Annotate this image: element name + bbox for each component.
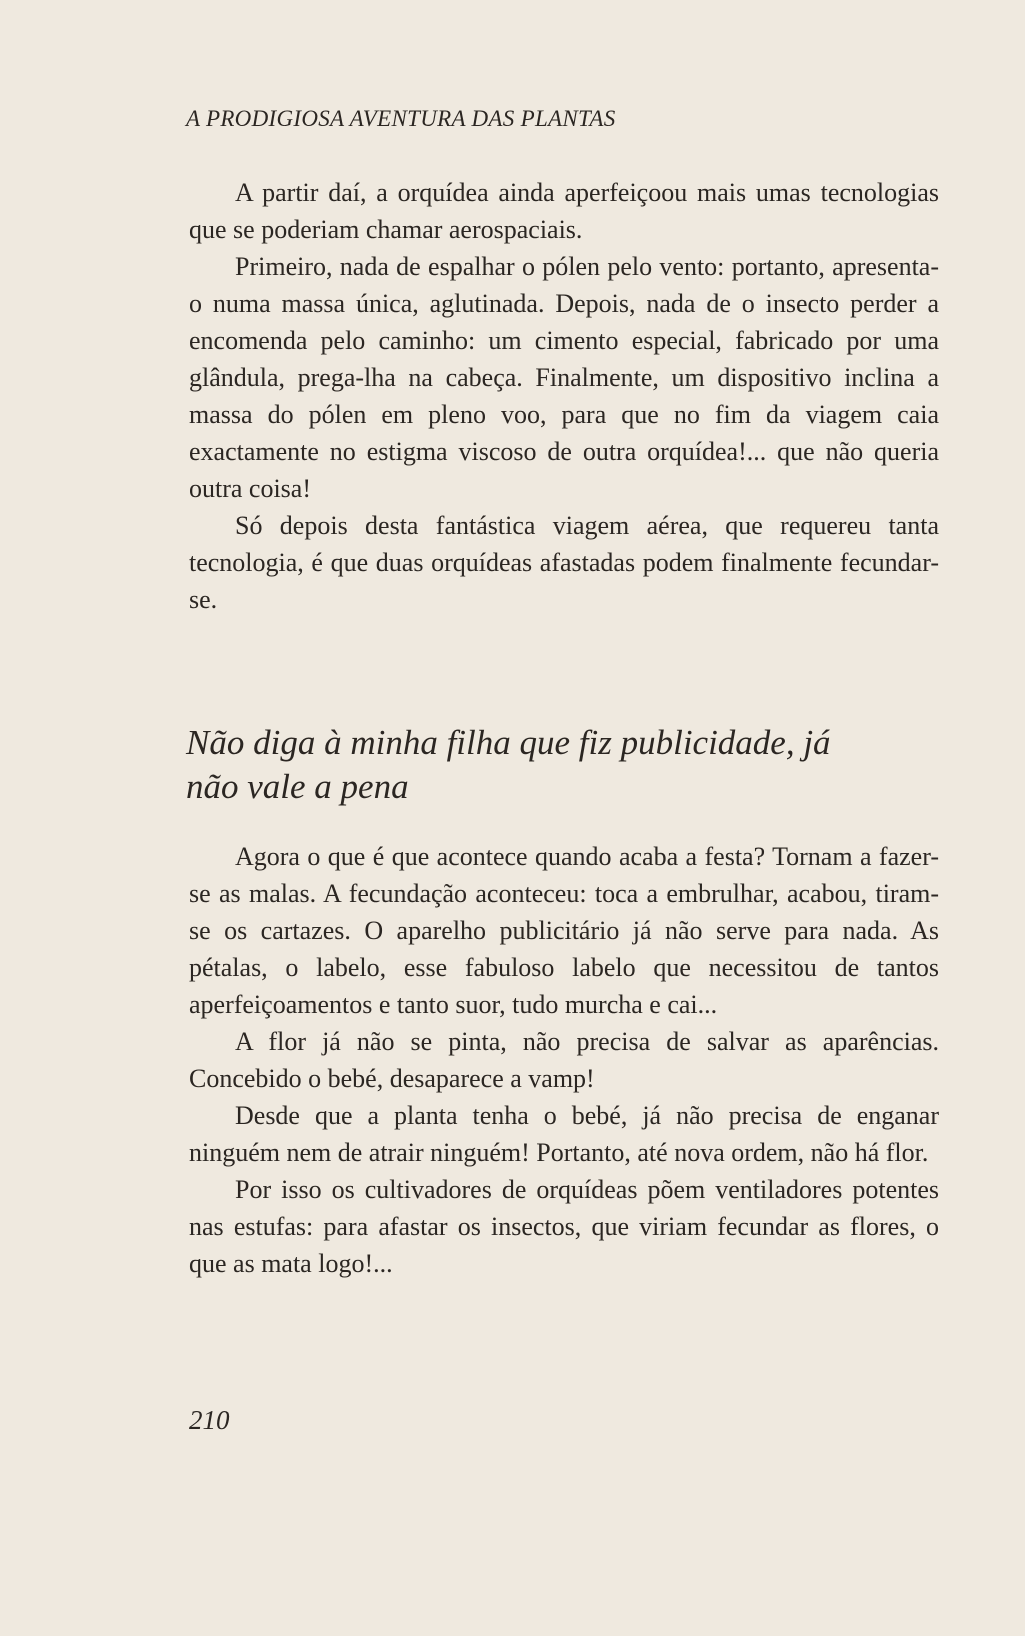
paragraph: A partir daí, a orquídea ainda aperfeiçoou mais umas tecnologias que se poderiam chamar aerospaciais.	[189, 178, 939, 244]
text-block-bottom	[189, 838, 939, 1282]
text-block-top	[189, 174, 939, 618]
paragraph: A flor já não se pinta, não precisa de salvar as aparências. Concebido o bebé, desaparece a vamp!	[189, 1027, 939, 1093]
section-heading: Não diga à minha filha que fiz publicidade, já não vale a pena	[186, 723, 831, 806]
page-number: 210	[189, 1405, 230, 1435]
paragraph: Desde que a planta tenha o bebé, já não precisa de enganar ninguém nem de atrair ninguém! Portanto, até nova ordem, não há flor.	[189, 1101, 939, 1167]
paragraph: Primeiro, nada de espalhar o pólen pelo vento: portanto, apresenta-o numa massa única, aglutinada. Depois, nada de o insecto perder a encomenda pelo caminho: um cimento especial, fabricado por uma glândula, prega-lha na cabeça. Finalmente, um dispositivo inclina a massa do pólen em pleno voo, para que no fim da viagem caia exactamente no estigma viscoso de outra orquídea!... que não queria outra coisa!	[189, 252, 939, 503]
paragraph: Por isso os cultivadores de orquídeas põem ventiladores potentes nas estufas: para afastar os insectos, que viriam fecundar as flores, o que as mata logo!...	[189, 1175, 939, 1278]
paragraph: Só depois desta fantástica viagem aérea, que requereu tanta tecnologia, é que duas orquídeas afastadas podem finalmente fecundar-se.	[189, 511, 939, 614]
running-head: A PRODIGIOSA AVENTURA DAS PLANTAS	[186, 106, 616, 131]
paragraph: Agora o que é que acontece quando acaba a festa? Tornam a fazer-se as malas. A fecundação aconteceu: toca a embrulhar, acabou, tiram-se os cartazes. O aparelho publicitário já não serve para nada. As pétalas, o labelo, esse fabuloso labelo que necessitou de tantos aperfeiçoamentos e tanto suor, tudo murcha e cai...	[189, 842, 939, 1019]
